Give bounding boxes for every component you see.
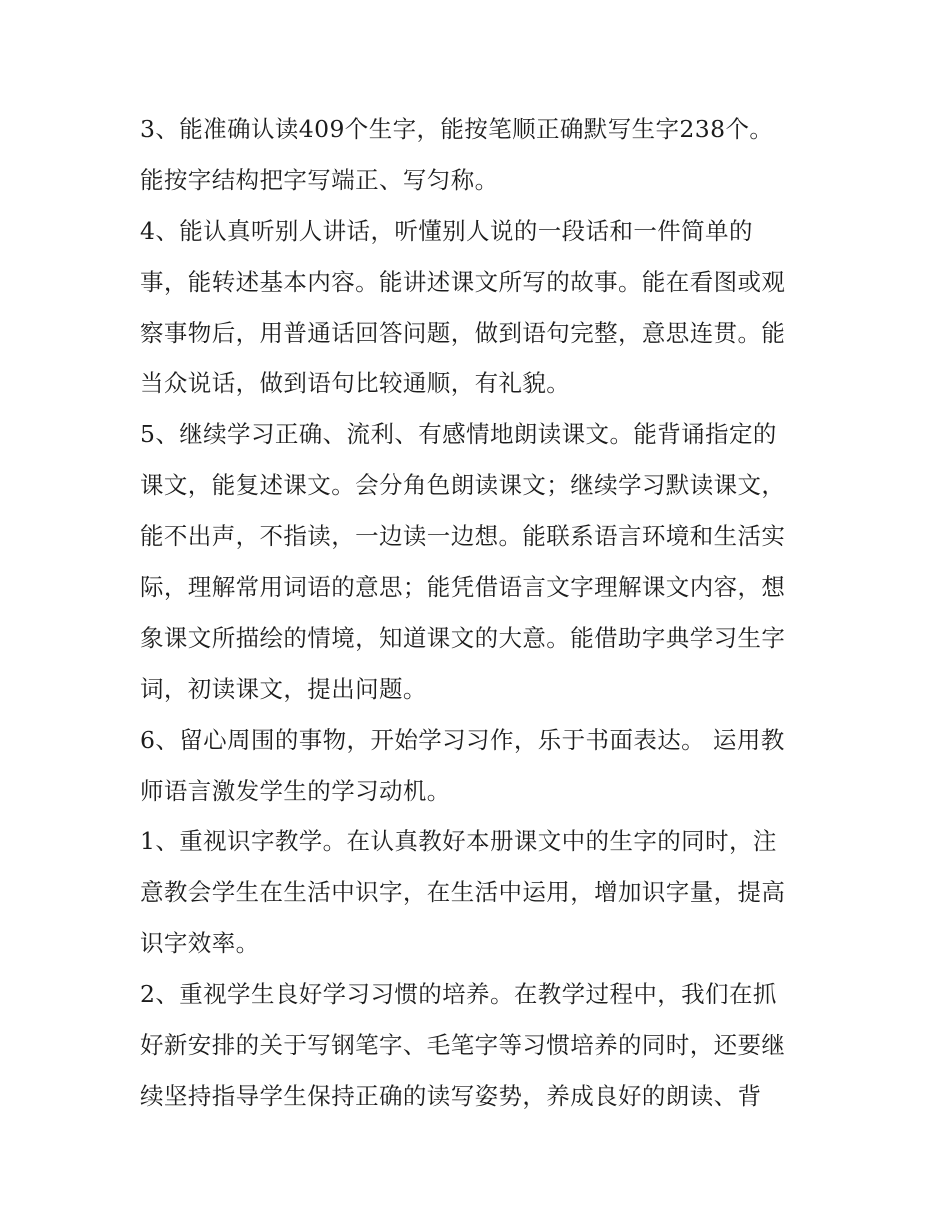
text-line: 察事物后，用普通话回答问题，做到语句完整，意思连贯。能: [140, 318, 786, 347]
text-line: 续坚持指导学生保持正确的读写姿势，养成良好的朗读、背: [140, 1081, 762, 1110]
text-line: 课文，能复述课文。会分角色朗读课文；继续学习默读课文，: [140, 471, 786, 500]
text-line: 事，能转述基本内容。能讲述课文所写的故事。能在看图或观: [140, 267, 786, 296]
text-line: 5、继续学习正确、流利、有感情地朗读课文。能背诵指定的: [140, 420, 777, 449]
text-line: 师语言激发学生的学习动机。: [140, 776, 451, 805]
text-line: 能不出声，不指读，一边读一边想。能联系语言环境和生活实: [140, 522, 786, 551]
text-line: 1、重视识字教学。在认真教好本册课文中的生字的同时，注: [140, 827, 777, 856]
text-line: 2、重视学生良好学习习惯的培养。在教学过程中，我们在抓: [140, 980, 777, 1009]
text-line: 4、能认真听别人讲话，听懂别人说的一段话和一件简单的: [140, 216, 753, 245]
text-line: 际，理解常用词语的意思；能凭借语言文字理解课文内容，想: [140, 573, 786, 602]
text-line: 6、留心周围的事物，开始学习习作，乐于书面表达。 运用教: [140, 725, 785, 754]
text-line: 识字效率。: [140, 929, 260, 958]
text-line: 意教会学生在生活中识字，在生活中运用，增加识字量，提高: [140, 878, 786, 907]
text-line: 好新安排的关于写钢笔字、毛笔字等习惯培养的同时，还要继: [140, 1031, 786, 1060]
text-line: 3、能准确认读409个生字，能按笔顺正确默写生字238个。: [140, 115, 774, 143]
document-body: [140, 104, 830, 1122]
text-line: 能按字结构把字写端正、写匀称。: [140, 165, 499, 194]
text-line: 象课文所描绘的情境，知道课文的大意。能借助字典学习生字: [140, 623, 786, 652]
text-line: 词，初读课文，提出问题。: [140, 674, 427, 703]
text-line: 当众说话，做到语句比较通顺，有礼貌。: [140, 369, 571, 398]
